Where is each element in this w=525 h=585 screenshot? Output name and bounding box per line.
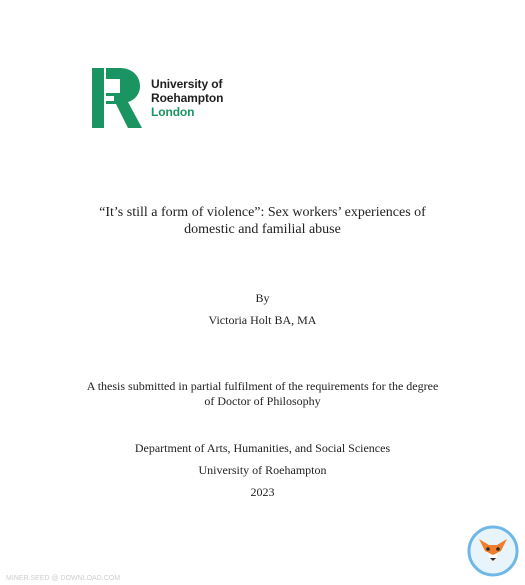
footer-watermark-text: MINER.SEED @ DOWNLOAD.COM — [6, 575, 121, 582]
logo-line-2: Roehampton — [151, 91, 224, 105]
thesis-title — [0, 204, 525, 238]
roehampton-r-logo-icon — [92, 68, 142, 128]
department-name: Department of Arts, Humanities, and Social Sciences — [134, 441, 391, 455]
thesis-title-line-2: domestic and familial abuse — [184, 222, 341, 237]
submission-year: 2023 — [250, 485, 275, 499]
logo-line-3: London — [151, 105, 195, 119]
university-name: University of Roehampton — [198, 463, 327, 477]
fox-icon — [467, 525, 519, 577]
by-label: By — [255, 291, 270, 305]
thesis-statement-line-1: A thesis submitted in partial fulfilment of the requirements for the degree — [86, 379, 439, 393]
logo-wordmark — [151, 77, 223, 119]
logo-line-1: University of — [151, 77, 223, 91]
thesis-statement-line-2: of Doctor of Philosophy — [204, 394, 321, 408]
thesis-title-line-1: “It’s still a form of violence”: Sex workers’ experiences of — [99, 205, 426, 220]
thesis-statement — [0, 379, 525, 409]
author-name: Victoria Holt BA, MA — [208, 313, 317, 327]
university-logo — [92, 68, 223, 128]
